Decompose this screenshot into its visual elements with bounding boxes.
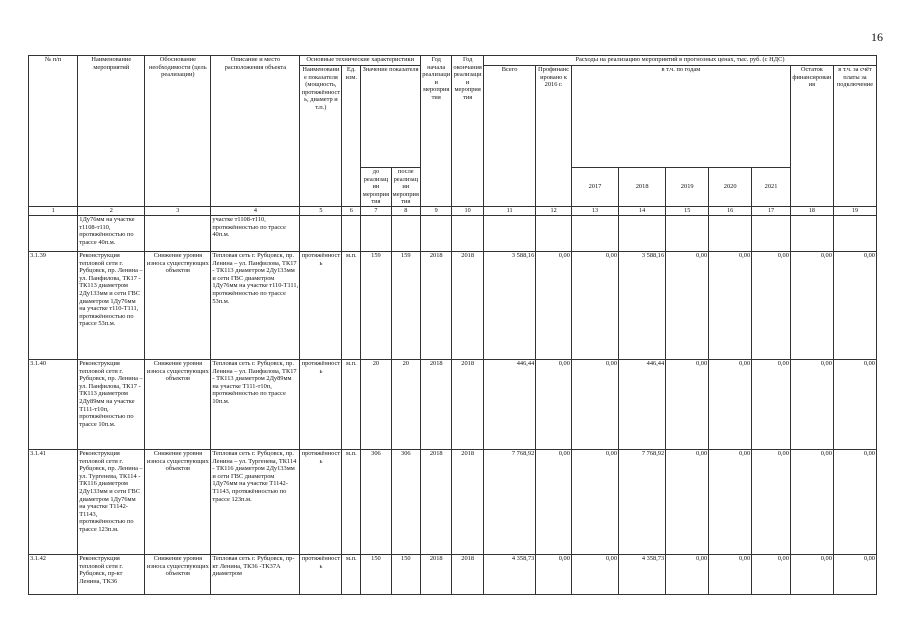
year-start: 2018 <box>420 450 451 555</box>
indicator-name: протяжённость <box>300 360 342 450</box>
object-description: Тепловая сеть г. Рубцовск, пр. Ленина – ул. Тургенева, ТК114 - ТК116 диаметром 2Ду133мм и сети ГВС диаметром 1Ду76мм на участке Т1142-Т1143, протяжённостью по трассе 123п.м. <box>211 450 300 555</box>
header-year-2018: 2018 <box>619 168 666 207</box>
cost-financed: 0,00 <box>536 360 572 450</box>
cost-2019: 0,00 <box>666 450 709 555</box>
table-row <box>29 360 877 450</box>
column-index-cell: 3 <box>145 207 211 216</box>
cost-total: 3 588,16 <box>483 252 535 360</box>
header-tech: Основные технические характеристики <box>300 56 421 66</box>
value-after: 306 <box>391 450 420 555</box>
cost-total: 446,44 <box>483 360 535 450</box>
column-index-cell: 7 <box>361 207 391 216</box>
object-description: Тепловая сеть г. Рубцовск, пр. Ленина – ул. Панфилова, ТК17 - ТК113 диаметром 2Ду133мм и сети ГВС диаметром 1Ду76мм на участке т110-Т111, протяжённостью по трассе 53п.м. <box>211 252 300 360</box>
investment-table <box>28 55 877 595</box>
cost-remainder: 0,00 <box>790 450 833 555</box>
cost-total: 4 358,73 <box>483 555 535 595</box>
value-before: 159 <box>361 252 391 360</box>
value-before: 306 <box>361 450 391 555</box>
cost-2018: 7 768,92 <box>619 450 666 555</box>
header-unit: Ед. изм. <box>342 66 361 207</box>
cost-2017: 0,00 <box>571 252 618 360</box>
header-year-2021: 2021 <box>752 168 791 207</box>
cost-2020: 0,00 <box>709 252 752 360</box>
cost-2017: 0,00 <box>571 360 618 450</box>
value-after: 150 <box>391 555 420 595</box>
measure-reason: Снижение уровня износа существующих объектов <box>145 360 211 450</box>
header-no: № п/п <box>29 56 78 207</box>
column-index-cell: 1 <box>29 207 78 216</box>
column-index-cell: 2 <box>78 207 145 216</box>
cost-2018: 446,44 <box>619 360 666 450</box>
year-end: 2018 <box>452 252 483 360</box>
header-year-2019: 2019 <box>666 168 709 207</box>
cost-2021: 0,00 <box>752 450 791 555</box>
object-description: Тепловая сеть г. Рубцовск, пр. Ленина – ул. Панфилова, ТК17 - ТК113 диаметром 2Ду89мм на участке Т111-т10п, протяжённостью по трассе 10п.м. <box>211 360 300 450</box>
header-costs: Расходы на реализацию мероприятий в прогнозных ценах, тыс. руб. (с НДС) <box>483 56 876 66</box>
header-reason: Обоснование необходимости (цель реализации) <box>145 56 211 207</box>
header-remainder: Остаток финансирования <box>790 66 833 207</box>
column-index-cell: 12 <box>536 207 572 216</box>
header-tech-name: Наименование показателя (мощность, протяжённость, диаметр и т.п.) <box>300 66 342 207</box>
column-index-cell: 14 <box>619 207 666 216</box>
row-number: 3.1.41 <box>29 450 78 555</box>
unit: м.п. <box>342 360 361 450</box>
header-after: после реализации мероприятия <box>392 168 419 206</box>
row-number: 3.1.40 <box>29 360 78 450</box>
cont-no <box>29 216 78 252</box>
cost-remainder: 0,00 <box>790 555 833 595</box>
header-total: Всего <box>483 66 535 207</box>
year-start: 2018 <box>420 555 451 595</box>
value-before: 150 <box>361 555 391 595</box>
column-index-cell: 10 <box>452 207 483 216</box>
cost-remainder: 0,00 <box>790 252 833 360</box>
cost-2021: 0,00 <box>752 360 791 450</box>
year-end: 2018 <box>452 450 483 555</box>
header-name: Наименование мероприятий <box>78 56 145 207</box>
unit: м.п. <box>342 450 361 555</box>
column-index-cell: 9 <box>420 207 451 216</box>
cost-connection: 0,00 <box>833 450 876 555</box>
cost-connection: 0,00 <box>833 360 876 450</box>
measure-reason: Снижение уровня износа существующих объектов <box>145 555 211 595</box>
header-connection: в т.ч. за счёт платы за подключение <box>833 66 876 207</box>
measure-name: Реконструкция тепловой сети г. Рубцовск, пр. Ленина – ул. Панфилова, ТК17 - ТК113 диаметром 2Ду89мм на участке Т111-т10п, протяжённостью по трассе 10п.м. <box>78 360 145 450</box>
indicator-name: протяжённость <box>300 252 342 360</box>
cost-2021: 0,00 <box>752 555 791 595</box>
column-index-cell: 15 <box>666 207 709 216</box>
cost-financed: 0,00 <box>536 252 572 360</box>
header-year-end: Год окончания реализации мероприятия <box>452 56 483 207</box>
year-end: 2018 <box>452 555 483 595</box>
table-row <box>29 252 877 360</box>
table-row <box>29 555 877 595</box>
column-index-cell: 18 <box>790 207 833 216</box>
cost-connection: 0,00 <box>833 555 876 595</box>
indicator-name: протяжённость <box>300 450 342 555</box>
year-start: 2018 <box>420 252 451 360</box>
page-number: 16 <box>871 30 883 44</box>
measure-reason: Снижение уровня износа существующих объектов <box>145 450 211 555</box>
measure-name: Реконструкция тепловой сети г. Рубцовск, пр. Ленина – ул. Панфилова, ТК17 - ТК113 диаметром 2Ду133мм и сети ГВС диаметром 1Ду76мм на участке т110-Т111, протяжённостью по трассе 53п.м. <box>78 252 145 360</box>
column-index-cell: 17 <box>752 207 791 216</box>
measure-name: Реконструкция тепловой сети г. Рубцовск, пр-кт Ленина, ТК36 <box>78 555 145 595</box>
cost-2020: 0,00 <box>709 555 752 595</box>
measure-reason: Снижение уровня износа существующих объектов <box>145 252 211 360</box>
column-index-cell: 13 <box>571 207 618 216</box>
cost-2018: 3 588,16 <box>619 252 666 360</box>
column-index-cell: 6 <box>342 207 361 216</box>
column-index-cell: 4 <box>211 207 300 216</box>
cost-2021: 0,00 <box>752 252 791 360</box>
row-number: 3.1.42 <box>29 555 78 595</box>
cost-connection: 0,00 <box>833 252 876 360</box>
cost-total: 7 768,92 <box>483 450 535 555</box>
unit: м.п. <box>342 555 361 595</box>
object-description: Тепловая сеть г. Рубцовск, пр-кт Ленина, ТК36 -ТК37А диаметром <box>211 555 300 595</box>
cost-remainder: 0,00 <box>790 360 833 450</box>
header-desc: Описание и место расположения объекта <box>211 56 300 207</box>
cont-name: 1Ду76мм на участке т1108-т110, протяжённостью по трассе 40п.м. <box>78 216 145 252</box>
column-index-cell: 16 <box>709 207 752 216</box>
cost-2017: 0,00 <box>571 450 618 555</box>
header-by-years: в т.ч. по годам <box>571 66 790 168</box>
year-start: 2018 <box>420 360 451 450</box>
value-after: 20 <box>391 360 420 450</box>
cost-financed: 0,00 <box>536 555 572 595</box>
cost-2019: 0,00 <box>666 252 709 360</box>
header-financed: Профинансировано к 2016 г. <box>536 66 572 207</box>
table-row <box>29 450 877 555</box>
cost-2020: 0,00 <box>709 360 752 450</box>
column-index-cell: 8 <box>391 207 420 216</box>
column-index-row <box>29 207 877 216</box>
row-number: 3.1.39 <box>29 252 78 360</box>
cost-2017: 0,00 <box>571 555 618 595</box>
header-year-2017: 2017 <box>571 168 618 207</box>
cost-2018: 4 358,73 <box>619 555 666 595</box>
year-end: 2018 <box>452 360 483 450</box>
header-year-2020: 2020 <box>709 168 752 207</box>
cost-2020: 0,00 <box>709 450 752 555</box>
measure-name: Реконструкция тепловой сети г. Рубцовск, пр. Ленина – ул. Тургенева, ТК114 - ТК116 диаметром 2Ду133мм и сети ГВС диаметром 1Ду76мм на участке Т1142-Т1143, протяжённостью по трассе 123п.м. <box>78 450 145 555</box>
value-after: 159 <box>391 252 420 360</box>
cont-desc: участке т1108-т110, протяжённостью по трассе 40п.м. <box>211 216 300 252</box>
unit: м.п. <box>342 252 361 360</box>
header-value: Значение показателя <box>361 66 421 168</box>
cost-2019: 0,00 <box>666 360 709 450</box>
column-index-cell: 5 <box>300 207 342 216</box>
continuation-row <box>29 216 877 252</box>
header-row-1 <box>29 56 877 66</box>
indicator-name: протяжённость <box>300 555 342 595</box>
header-before: до реализации мероприятия <box>361 168 391 207</box>
column-index-cell: 11 <box>483 207 535 216</box>
cost-financed: 0,00 <box>536 450 572 555</box>
header-year-start: Год начала реализации мероприятия <box>420 56 451 207</box>
column-index-cell: 19 <box>833 207 876 216</box>
value-before: 20 <box>361 360 391 450</box>
cost-2019: 0,00 <box>666 555 709 595</box>
